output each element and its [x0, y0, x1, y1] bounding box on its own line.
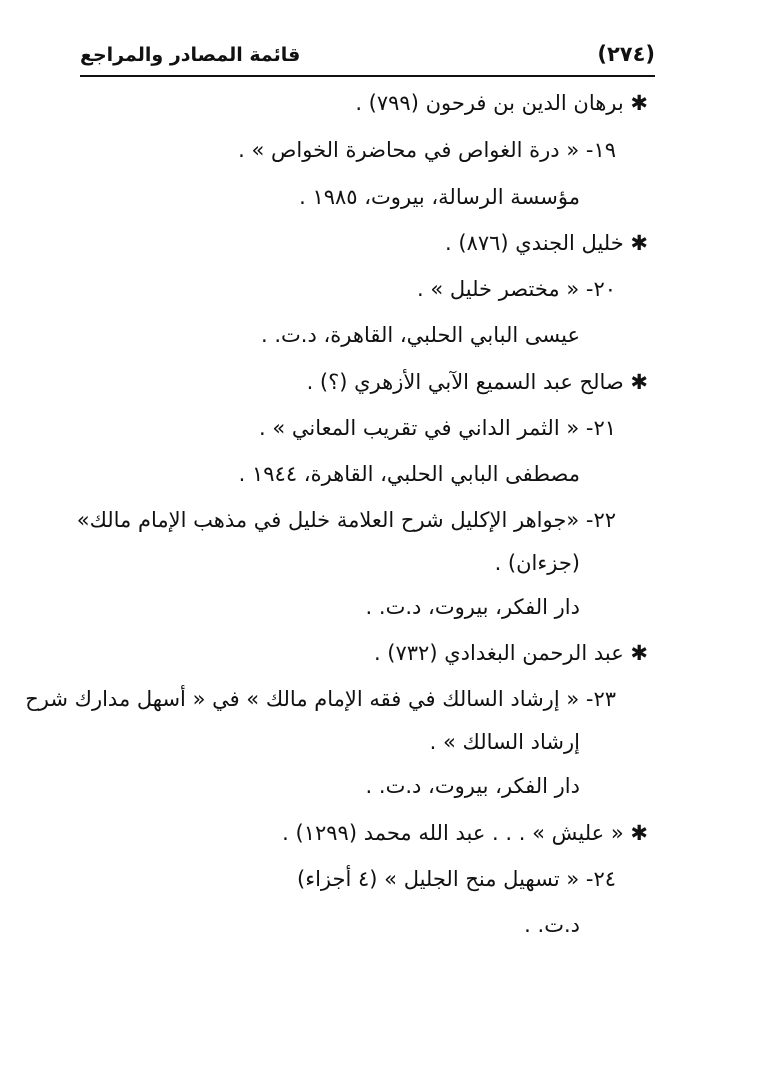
header-rule — [80, 75, 655, 77]
publisher-line: مؤسسة الرسالة، بيروت، ١٩٨٥ . — [299, 185, 580, 209]
publisher-line: دار الفكر، بيروت، د.ت. . — [365, 595, 580, 619]
publisher-line: مصطفى البابي الحلبي، القاهرة، ١٩٤٤ . — [238, 462, 580, 486]
bibliography-entry-continued: إرشاد السالك » . — [429, 730, 580, 754]
page-header — [80, 40, 655, 74]
author-entry: ✱ صالح عبد السميع الآبي الأزهري (؟) . — [306, 370, 648, 394]
running-title: قائمة المصادر والمراجع — [80, 44, 301, 66]
publisher-line: عيسى البابي الحلبي، القاهرة، د.ت. . — [261, 323, 580, 347]
bibliography-entry: ١٩- « درة الغواص في محاضرة الخواص » . — [238, 138, 616, 162]
bibliography-entry: ٢٢- «جواهر الإكليل شرح العلامة خليل في مذهب الإمام مالك» — [76, 508, 616, 532]
author-entry: ✱ خليل الجندي (٨٧٦) . — [445, 231, 648, 255]
bibliography-entry: ٢٤- « تسهيل منح الجليل » (٤ أجزاء) — [297, 867, 616, 891]
publisher-line: دار الفكر، بيروت، د.ت. . — [365, 774, 580, 798]
bibliography-entry: ٢١- « الثمر الداني في تقريب المعاني » . — [259, 416, 616, 440]
publisher-line: د.ت. . — [524, 913, 580, 937]
bibliography-entry-continued: (جزءان) . — [494, 551, 580, 575]
author-entry: ✱ « عليش » . . . عبد الله محمد (١٢٩٩) . — [282, 821, 648, 845]
bibliography-entry: ٢٣- « إرشاد السالك في فقه الإمام مالك » في « أسهل مدارك شرح — [25, 687, 616, 711]
author-entry: ✱ عبد الرحمن البغدادي (٧٣٢) . — [373, 641, 648, 665]
bibliography-entry: ٢٠- « مختصر خليل » . — [416, 277, 616, 301]
page-number: (٢٧٤) — [597, 42, 655, 66]
author-entry: ✱ برهان الدين بن فرحون (٧٩٩) . — [355, 91, 648, 115]
